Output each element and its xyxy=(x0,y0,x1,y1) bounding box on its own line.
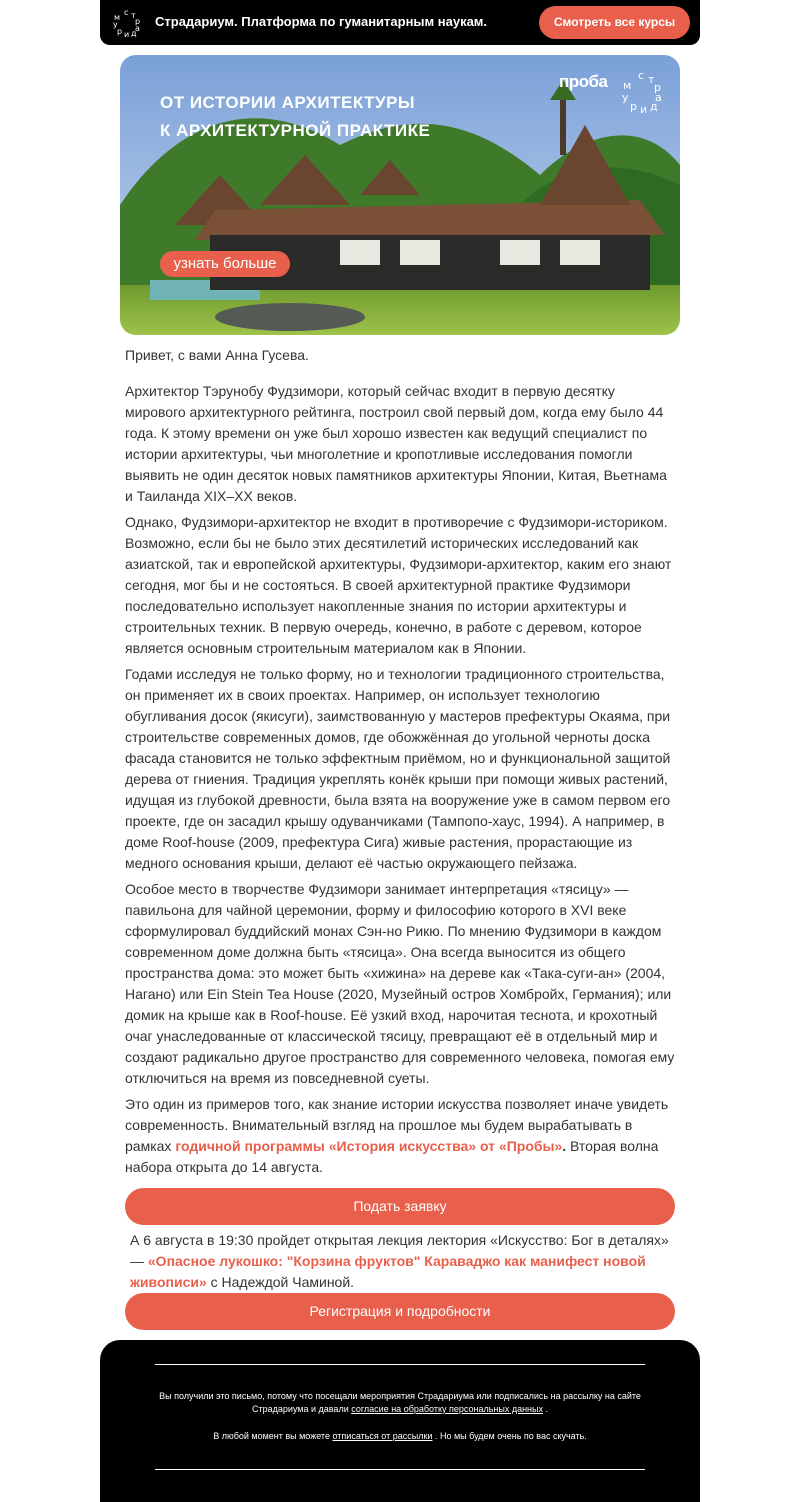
all-courses-button[interactable]: Смотреть все курсы xyxy=(539,6,690,39)
register-button[interactable]: Регистрация и подробности xyxy=(125,1293,675,1330)
logo-char: у xyxy=(622,91,629,104)
logo-char: д xyxy=(131,29,137,38)
paragraph: Особое место в творчестве Фудзимори занимает интерпретация «тясицу» — павильона для чайной церемонии, форму и философию которого в XVI веке сформулировал буддийский монах Сэн-но Рикю. По мнению Фудзимори в каждом современном доме должна быть «тясица». Она всегда выносится из общего пространства дома: это может быть «хижина» на дереве как «Така-суги-ан» (2004, Нагано) или Ein Stein Tea House (2020, Музейный остров Хомбройх, Германия); или домик на крыше как в Roof-house. Её узкий вход, нарочитая теснота, и крохотный очаг унаследованные от классической тясицу, превращают её в отдельный мир и создают радикально другое пространство для современного человека, помогая ему отключиться на время из повседневной суеты. xyxy=(125,881,675,1086)
header-title: Страдариум. Платформа по гуманитарным наукам. xyxy=(155,14,488,29)
logo-char: р xyxy=(654,81,661,94)
footer-text: Вы получили это письмо, потому что посещали мероприятия Страдариума или подписались на рассылку на сайте Страдариума и давали xyxy=(159,1391,641,1414)
logo-char: и xyxy=(124,30,130,39)
paragraph: Годами исследуя не только форму, но и технологии традиционного строительства, он применяет их в своих проектах. Например, он использует технологию обугливания досок (якисуги), заимствованную у мастеров префектуры Окаяма, при строительстве современных домов, где обожжённая до угольной черноты доска фасада становится не только эффектным приёмом, но и функциональной защитой дерева от гниения. Традиция укреплять конёк крыши при помощи живых растений, идущая из глубокой древности, была взята на вооружение уже в самом первом его проекте, где он засадил крышу одуванчиками (Тампопо-хаус, 1994). А например, в доме Roof-house (2009, префектура Сига) живые растения, прорастающие из медного основания крыши, делают её частью окружающего пейзажа. xyxy=(125,666,671,871)
paragraph: Архитектор Тэрунобу Фудзимори, который сейчас входит в первую десятку мирового архитектурного рейтинга, построил свой первый дом, когда ему было 44 года. К этому времени он уже был хорошо известен как ведущий специалист по истории архитектуры, чьи многолетние и кропотливые исследования помогли выявить не один десяток новых памятников архитектуры Японии, Китая, Вьетнама и Таиланда XIX–XX веков. xyxy=(125,383,667,504)
footer-unsubscribe xyxy=(155,1430,645,1443)
logo-char: и xyxy=(640,103,648,116)
footer-notice xyxy=(155,1390,645,1416)
footer-text: В любой момент вы можете xyxy=(213,1431,330,1441)
course-banner[interactable] xyxy=(120,55,680,335)
greeting: Привет, с вами Анна Гусева. xyxy=(125,347,309,363)
footer xyxy=(100,1340,700,1502)
divider xyxy=(155,1469,645,1470)
proba-logo: проба xyxy=(559,72,608,91)
letter-body xyxy=(125,345,677,1183)
logo-char: т xyxy=(648,73,655,86)
logo-char: с xyxy=(124,8,129,17)
paragraph-text: Это один из примеров того, как знание истории искусства позволяет иначе увидеть современность. Внимательный взгляд на прошлое мы будем вырабатывать в рамках xyxy=(125,1096,669,1154)
logo-char: у xyxy=(113,20,118,29)
lecture-announcement xyxy=(130,1230,675,1293)
logo-char: д xyxy=(650,100,658,113)
header-bar xyxy=(100,0,700,45)
logo-char: с xyxy=(638,69,645,82)
logo-char: а xyxy=(655,91,662,104)
stradarium-banner-logo xyxy=(620,69,666,115)
unsubscribe-link[interactable]: отписаться от рассылки xyxy=(332,1431,433,1441)
lecture-text: с Надеждой Чаминой. xyxy=(210,1274,355,1290)
apply-button[interactable]: Подать заявку xyxy=(125,1188,675,1225)
divider xyxy=(155,1364,645,1365)
footer-text: . xyxy=(545,1404,549,1414)
period: . xyxy=(562,1138,567,1154)
program-link[interactable]: годичной программы «История искусства» от «Пробы» xyxy=(175,1138,563,1154)
stradarium-logo[interactable] xyxy=(112,8,142,38)
paragraph: Однако, Фудзимори-архитектор не входит в противоречие с Фудзимори-историком. Возможно, если бы не было этих десятилетий исторических исследований как азиатской, так и европейской архитектуры, Фудзимори-архитектор, каким его знают сегодня, мог бы и не состояться. В своей архитектурной практике Фудзимори последовательно использует накопленные знания по истории архитектуры и строительных техник. В первую очередь, конечно, в работе с деревом, которое является основным строительным материалом как в Японии. xyxy=(125,514,672,656)
lecture-link[interactable]: «Опасное лукошко: "Корзина фруктов" Караваджо как манифест новой живописи» xyxy=(130,1253,646,1290)
consent-link[interactable]: согласие на обработку персональных данных xyxy=(351,1404,543,1414)
paragraph-program xyxy=(125,1094,677,1178)
logo-char: р xyxy=(117,27,123,36)
logo-char: м xyxy=(623,79,632,92)
footer-text: . Но мы будем очень по вас скучать. xyxy=(434,1431,587,1441)
banner-headline-line2: К АРХИТЕКТУРНОЙ ПРАКТИКЕ xyxy=(160,121,431,140)
logo-char: а xyxy=(135,24,140,33)
paragraph-text: Вторая волна набора открыта до 14 августа. xyxy=(125,1138,659,1175)
learn-more-button[interactable]: узнать больше xyxy=(160,251,290,277)
lecture-text: А 6 августа в 19:30 пройдет открытая лекция лектория «Искусство: Бог в деталях» — xyxy=(130,1232,669,1269)
logo-char: м xyxy=(114,13,121,22)
banner-headline-line1: ОТ ИСТОРИИ АРХИТЕКТУРЫ xyxy=(160,93,416,112)
logo-char: р xyxy=(630,100,637,113)
logo-char: т xyxy=(131,11,136,20)
banner-headline xyxy=(160,89,430,145)
logo-char: р xyxy=(135,17,141,26)
